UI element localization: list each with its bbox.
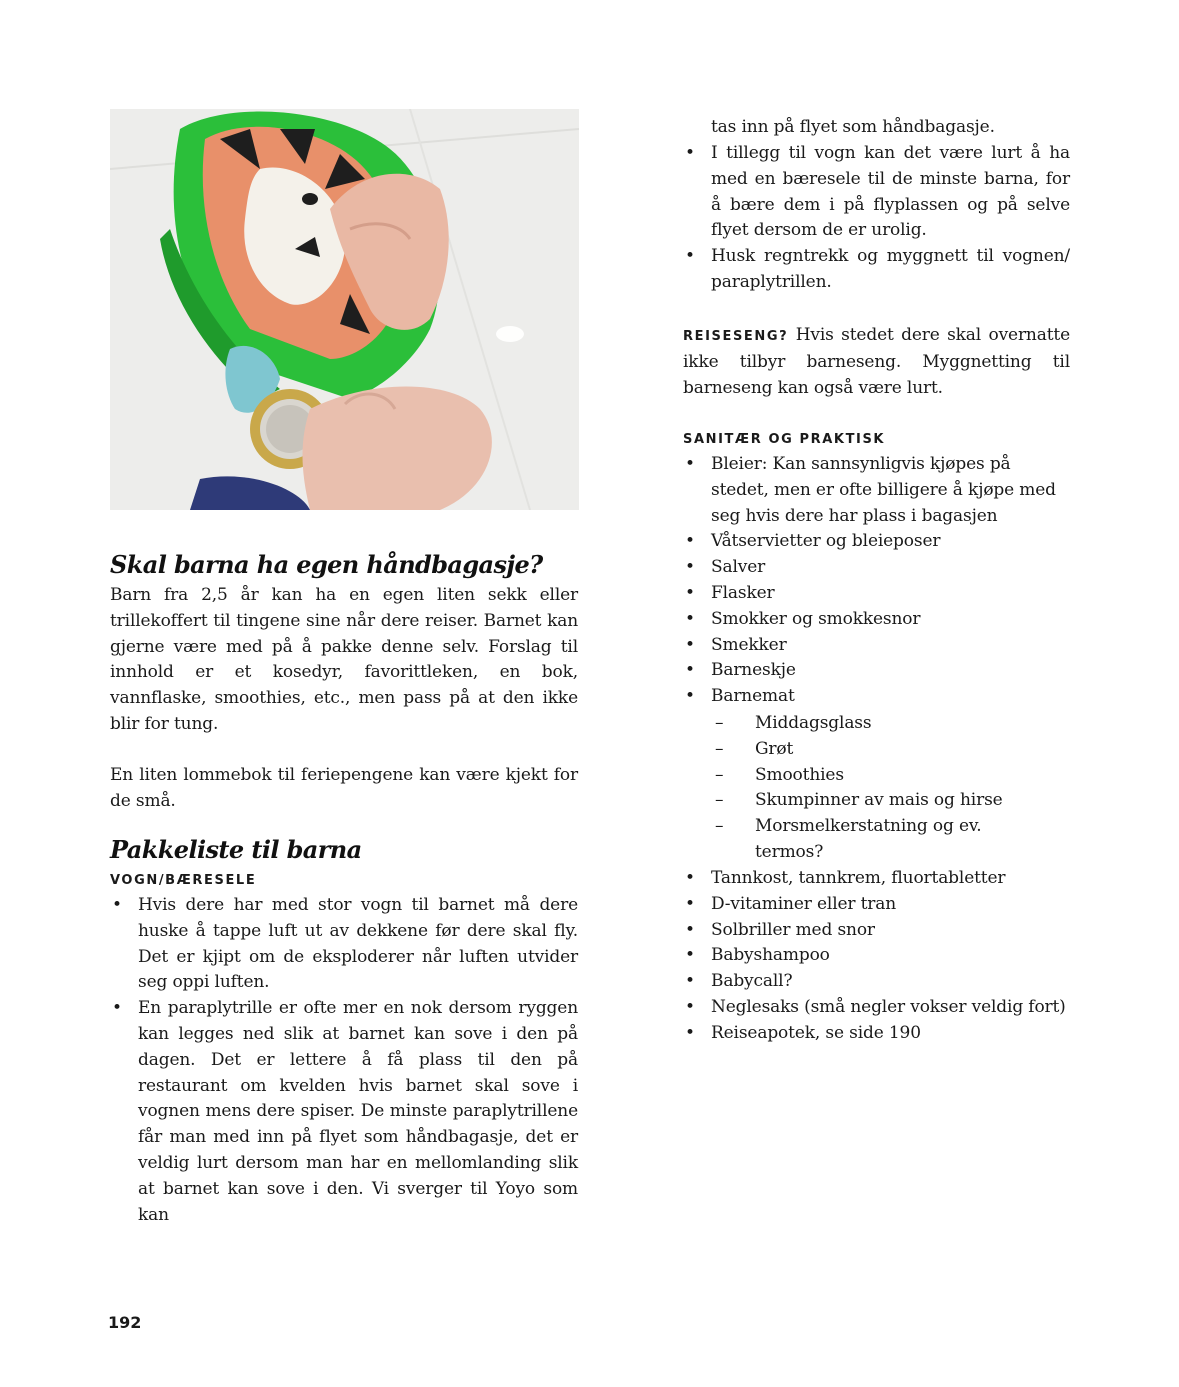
list-item: • Husk regntrekk og myggnett til vognen/ paraplytrillen. <box>683 244 1070 296</box>
list-item: • Bleier: Kan sannsynligvis kjøpes på stedet, men er ofte billigere å kjøpe med seg hvis dere har plass i bagasjen <box>683 452 1070 529</box>
list-item: • I tillegg til vogn kan det være lurt å ha med en bæresele til de minste barna, for å bære dem i på flyplassen og på selve flyet dersom de er urolig. <box>683 141 1070 244</box>
list-item: • Reiseapotek, se side 190 <box>683 1021 1070 1047</box>
list-item: – Skumpinner av mais og hirse <box>711 788 1011 814</box>
list-item: • Salver <box>683 555 1070 581</box>
paragraph-reiseseng <box>683 323 1070 401</box>
continuation-text: tas inn på flyet som håndbagasje. <box>711 117 995 137</box>
list-item: • Babyshampoo <box>683 943 1070 969</box>
page-number: 192 <box>108 1313 142 1332</box>
paragraph-handbagasje: Barn fra 2,5 år kan ha en egen liten sekk eller trillekoffert til tingene sine når dere reiser. Barnet kan gjerne være med på å pakke denne selv. Forslag til innhold er et kosedyr, favorittleken, en bok, vannflaske, smoothies, etc., men pass på at den ikke blir for tung. <box>110 585 578 734</box>
list-item: – Smoothies <box>711 763 1011 789</box>
list-item: • Smokker og smokkesnor <box>683 607 1070 633</box>
paragraph-lommebok: En liten lommebok til feriepengene kan være kjekt for de små. <box>110 765 578 811</box>
list-item: • Babycall? <box>683 969 1070 995</box>
list-item: • Solbriller med snor <box>683 918 1070 944</box>
list-item: • Neglesaks (små negler vokser veldig fort) <box>683 995 1070 1021</box>
label-reiseseng: REISESENG? <box>683 329 789 344</box>
photo-child-coin-purse <box>110 109 579 510</box>
label-vogn-baeresele: VOGN/BÆRESELE <box>110 873 257 888</box>
heading-pakkeliste: Pakkeliste til barna <box>110 835 362 864</box>
list-barnemat <box>711 711 1011 866</box>
list-item: • D-vitaminer eller tran <box>683 892 1070 918</box>
list-item: • Våtservietter og bleieposer <box>683 529 1070 555</box>
list-sanitaer <box>683 452 1070 710</box>
list-item: – Grøt <box>711 737 1011 763</box>
list-item: • Flasker <box>683 581 1070 607</box>
list-item: • En paraplytrille er ofte mer en nok dersom ryggen kan legges ned slik at barnet kan sove i den på dagen. Det er lettere å få plass til den på restaurant om kvelden hvis barnet skal sove i vognen mens dere spiser. De minste paraplytrillene får man med inn på flyet som håndbagasje, det er veldig lurt dersom man har en mellomlanding slik at barnet kan sove i den. Vi sverger til Yoyo som kan <box>110 996 578 1228</box>
list-item: • Hvis dere har med stor vogn til barnet må dere huske å tappe luft ut av dekkene før dere skal fly. Det er kjipt om de eksploderer når luften utvider seg oppi luften. <box>110 893 578 996</box>
list-item: • Tannkost, tannkrem, fluortabletter <box>683 866 1070 892</box>
list-item: • Barnemat <box>683 684 1070 710</box>
label-sanitaer: SANITÆR OG PRAKTISK <box>683 432 886 447</box>
heading-egen-handbagasje: Skal barna ha egen håndbagasje? <box>110 550 543 579</box>
reiseseng-text: Hvis stedet dere skal overnatte ikke tilbyr barneseng. Myggnetting til barneseng kan også være lurt. <box>683 325 1070 398</box>
list-item: – Morsmelkerstatning og ev. termos? <box>711 814 1011 866</box>
list-item: • Smekker <box>683 633 1070 659</box>
coin-purse-illustration <box>110 109 579 510</box>
list-item: – Middagsglass <box>711 711 1011 737</box>
list-vogn-continued <box>683 141 1070 296</box>
list-item: • Barneskje <box>683 658 1070 684</box>
list-vogn <box>110 893 578 1228</box>
list-sanitaer-continued <box>683 866 1070 1047</box>
